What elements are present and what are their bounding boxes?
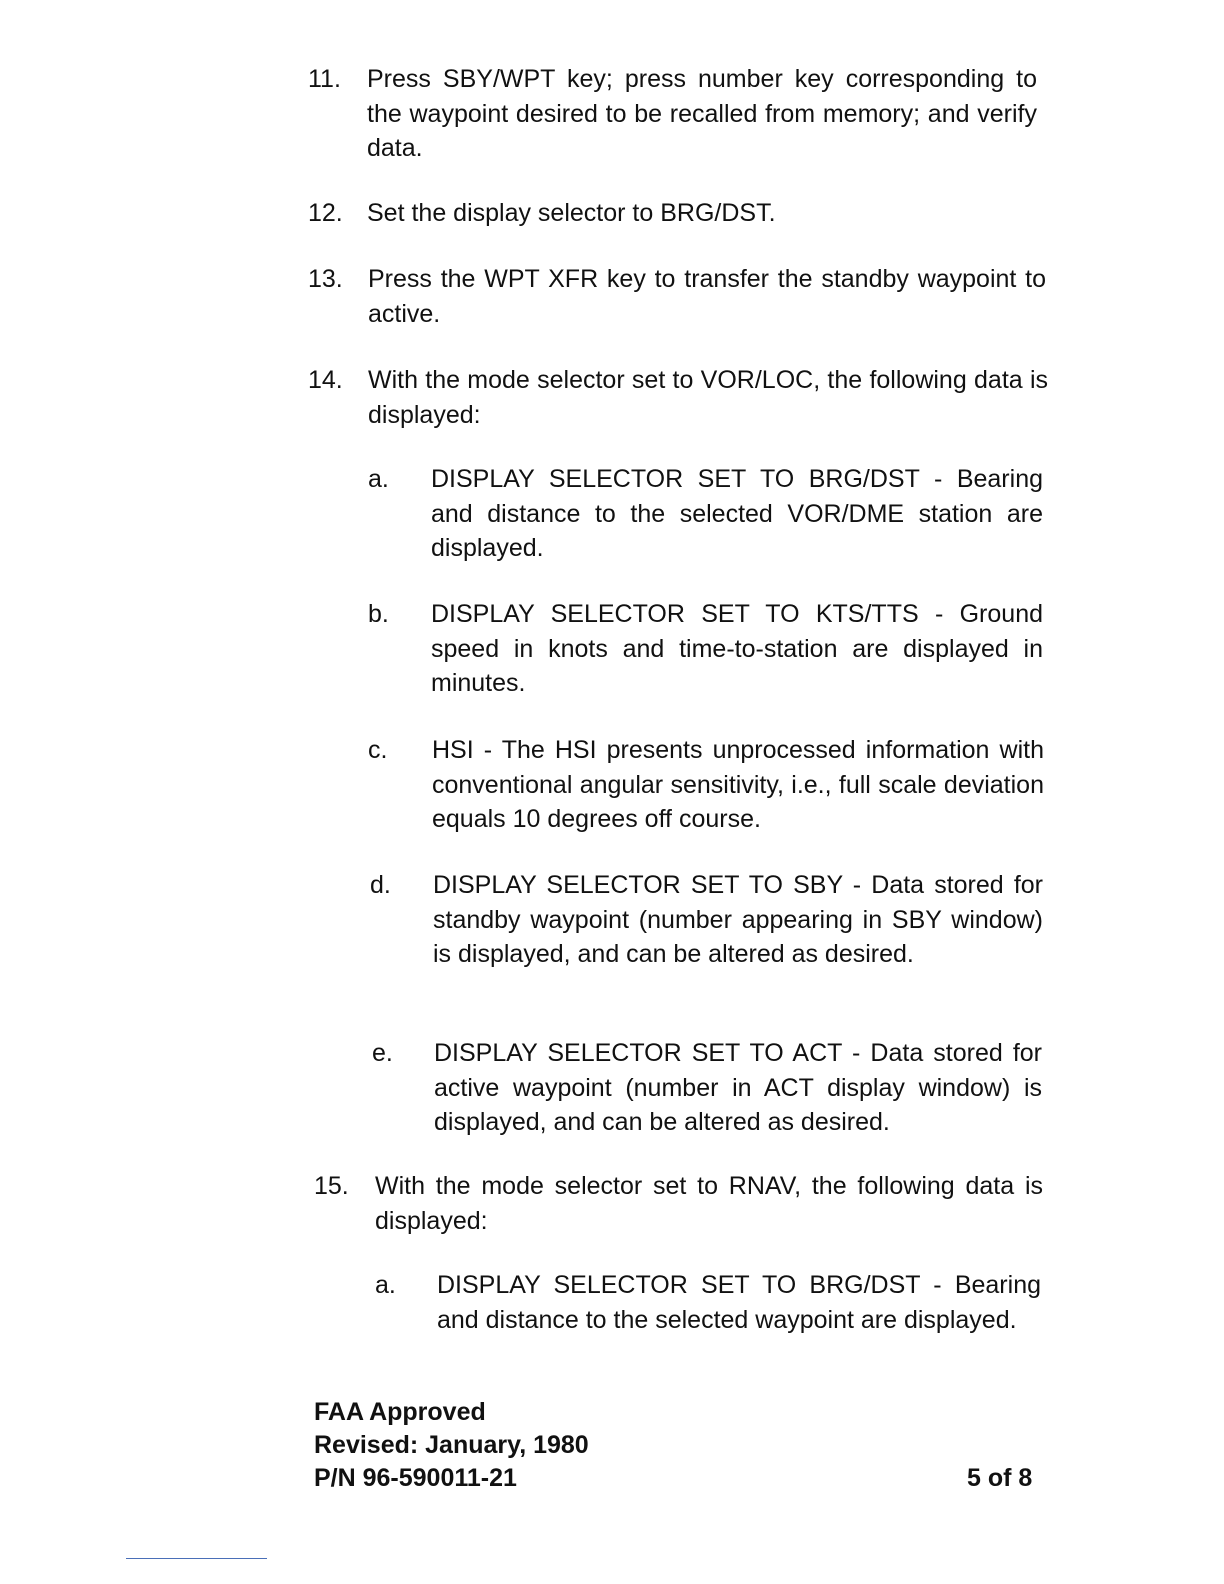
substep-letter: a. <box>375 1271 396 1299</box>
step-12 <box>308 196 1048 236</box>
substep-letter: b. <box>368 600 389 628</box>
substep-text: DISPLAY SELECTOR SET TO BRG/DST - Bearing and distance to the selected VOR/DME station are displayed. <box>431 465 1043 562</box>
substep-text: DISPLAY SELECTOR SET TO SBY - Data stored for standby waypoint (number appearing in SBY window) is displayed, and can be altered as desired. <box>433 871 1043 968</box>
substep-letter: e. <box>372 1039 393 1067</box>
substep-14e <box>372 1036 1048 1146</box>
substep-text: DISPLAY SELECTOR SET TO ACT - Data stored for active waypoint (number in ACT display window) is displayed, and can be altered as desired. <box>434 1039 1042 1136</box>
page-edge-rule <box>126 1558 267 1559</box>
substep-14a <box>368 462 1048 572</box>
step-15 <box>314 1169 1048 1244</box>
step-13 <box>308 262 1048 337</box>
substep-letter: c. <box>368 736 388 764</box>
step-number: 12. <box>308 199 343 227</box>
substep-14d <box>368 868 1048 1013</box>
approval-label: FAA Approved <box>314 1398 486 1426</box>
step-text: Press the WPT XFR key to transfer the standby waypoint to active. <box>368 265 1046 328</box>
substep-text: DISPLAY SELECTOR SET TO BRG/DST - Bearing and distance to the selected waypoint are displayed. <box>437 1271 1041 1334</box>
substep-letter: d. <box>370 871 391 899</box>
step-text: With the mode selector set to VOR/LOC, the following data is displayed: <box>368 366 1048 429</box>
step-text: Press SBY/WPT key; press number key corresponding to the waypoint desired to be recalled from memory; and verify data. <box>367 65 1037 162</box>
step-number: 11. <box>308 65 341 93</box>
substep-letter: a. <box>368 465 389 493</box>
step-number: 14. <box>308 366 343 394</box>
step-14 <box>308 363 1048 438</box>
footer-block <box>314 1396 589 1495</box>
part-number: P/N 96-590011-21 <box>314 1464 517 1492</box>
substep-15a <box>375 1268 1048 1378</box>
step-number: 15. <box>314 1172 349 1200</box>
step-text: Set the display selector to BRG/DST. <box>367 199 776 227</box>
substep-text: DISPLAY SELECTOR SET TO KTS/TTS - Ground speed in knots and time-to-station are displayed in minutes. <box>431 600 1043 697</box>
step-text: With the mode selector set to RNAV, the following data is displayed: <box>375 1172 1043 1235</box>
substep-14b <box>368 597 1048 707</box>
substep-14c <box>368 733 1048 843</box>
step-number: 13. <box>308 265 343 293</box>
revision-date: Revised: January, 1980 <box>314 1431 589 1459</box>
step-11 <box>308 62 1048 172</box>
page-number: 5 of 8 <box>967 1464 1033 1492</box>
substep-text: HSI - The HSI presents unprocessed information with conventional angular sensitivity, i.e., full scale deviation equals 10 degrees off course. <box>432 736 1044 833</box>
